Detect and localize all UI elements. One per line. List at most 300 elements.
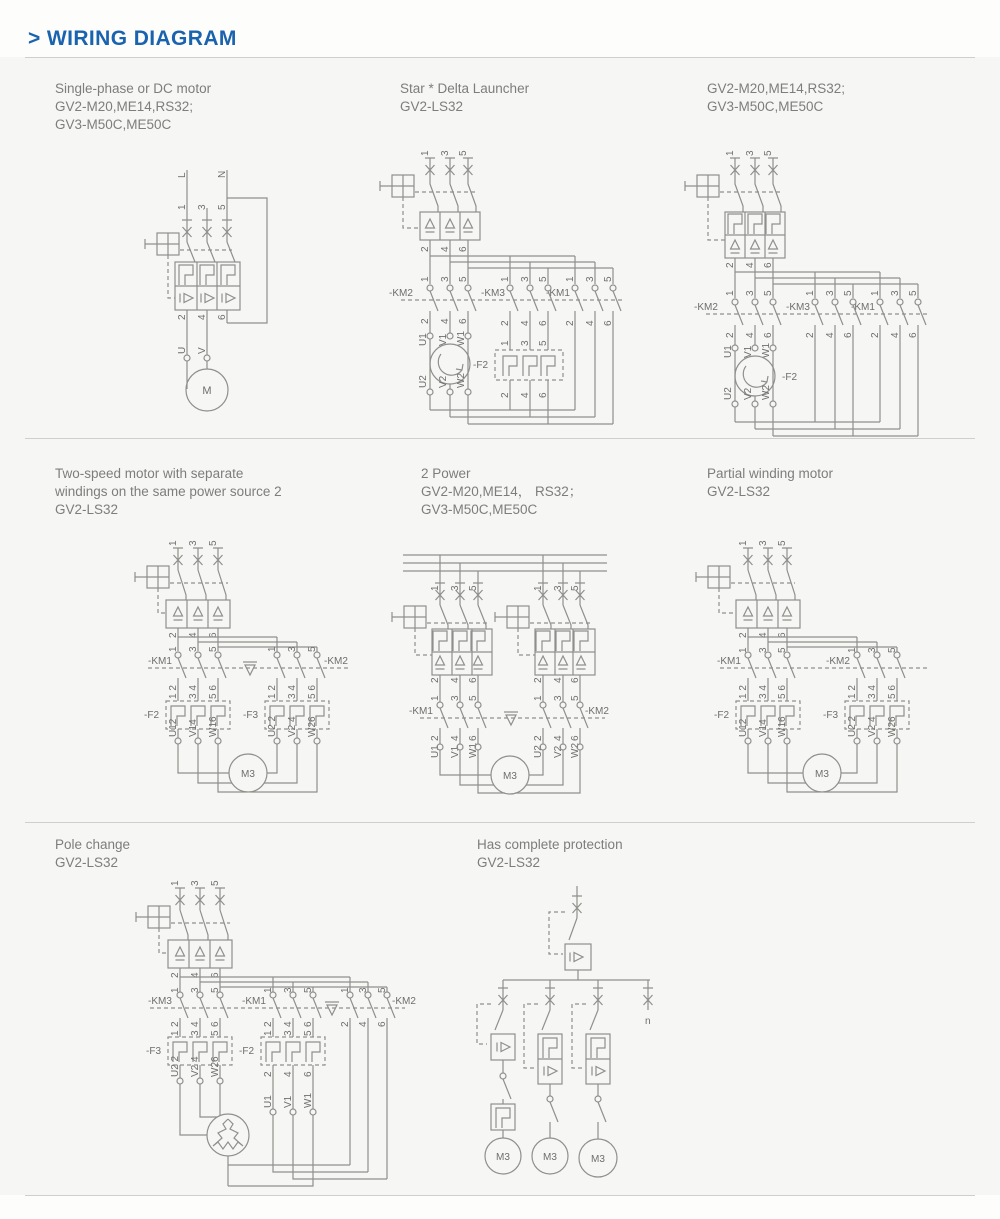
label: 3 [745, 290, 756, 296]
magnetic-trip-icon [559, 656, 568, 669]
branch-3 [572, 1004, 617, 1177]
label: 1 [500, 340, 511, 346]
label-U12: U12 [738, 718, 749, 737]
label-4: 4 [197, 314, 208, 320]
label-2: 2 [420, 246, 431, 252]
breaker-unit [136, 880, 232, 992]
label: 1 [725, 290, 736, 296]
label-5: 5 [210, 880, 221, 886]
label-1: 1 [420, 150, 431, 156]
label: 2 [340, 1021, 351, 1027]
label-1: 1 [533, 585, 544, 591]
magnetic-trip-icon [464, 219, 473, 232]
label: 4 [190, 1021, 201, 1027]
operator-icon [135, 566, 169, 588]
overload-label-f2: -F2 [239, 1046, 254, 1057]
magnetic-trip-icon [592, 1067, 605, 1076]
label: 6 [908, 332, 919, 338]
label: 1 [263, 987, 274, 993]
branch-2 [524, 1004, 568, 1174]
motor [177, 347, 228, 411]
label: 1 [170, 1030, 181, 1036]
label-W2: W2 [456, 373, 467, 388]
panel-title-partial-winding: Partial winding motor GV2-LS32 [707, 466, 834, 500]
label-n: n [645, 1016, 651, 1027]
label: 3 [553, 695, 564, 701]
label: 4 [585, 320, 596, 326]
label-W2: W2 [570, 743, 581, 758]
label-U12: U12 [168, 718, 179, 737]
label-V24: V2 4 [867, 716, 878, 737]
label: 5 [210, 987, 221, 993]
label: 5 [458, 276, 469, 282]
label-V2: V2 [438, 375, 449, 388]
label: 5 [570, 695, 581, 701]
label: 3 [358, 987, 369, 993]
label: 2 [263, 1071, 274, 1077]
contactors [409, 695, 609, 744]
label: 3 [450, 695, 461, 701]
label-1: 1 [168, 540, 179, 546]
label-U22: U2 2 [267, 715, 278, 737]
label-pair: 3 4 [758, 685, 769, 699]
overload-label-f2: -F2 [473, 360, 488, 371]
label-U2: U2 [418, 375, 429, 388]
thermal-element-icon [221, 265, 235, 285]
label-pair: 3 4 [867, 685, 878, 699]
label-L: L [177, 172, 188, 178]
divider-top [25, 57, 975, 58]
magnetic-trip-icon [214, 607, 223, 620]
label: 5 [908, 290, 919, 296]
label: 2 [420, 318, 431, 324]
motor-label: M3 [543, 1152, 557, 1163]
label: 3 [890, 290, 901, 296]
magnetic-trip-icon [539, 656, 548, 669]
contactors [148, 987, 416, 1037]
label-W26: W26 [210, 1056, 221, 1077]
label-U1: U1 [723, 345, 734, 358]
label-1: 1 [177, 204, 188, 210]
label: 1 [847, 647, 858, 653]
label: 2 [725, 332, 736, 338]
label-3: 3 [450, 585, 461, 591]
label: 1 [805, 290, 816, 296]
label: 1 [170, 987, 181, 993]
thermal-element-icon [541, 356, 555, 376]
diagram-complete-protection [465, 868, 705, 1198]
label-N: N [217, 170, 228, 178]
label: 4 [520, 320, 531, 326]
contactor-label-km2: -KM2 [585, 706, 609, 717]
label-pair: 1 2 [168, 685, 179, 699]
magnetic-trip-icon [474, 656, 483, 669]
label: 3 [188, 646, 199, 652]
operator-icon [685, 175, 719, 197]
label: 1 [168, 646, 179, 652]
label-1: 1 [430, 585, 441, 591]
thermal-element-icon [536, 631, 550, 651]
thermal-element-icon [286, 1042, 300, 1062]
label-U22: U2 2 [170, 1055, 181, 1077]
bottom-rails [735, 325, 918, 436]
magnetic-trip-icon [426, 219, 435, 232]
label-2: 2 [177, 314, 188, 320]
label-pair: 5 6 [307, 685, 318, 699]
label-1: 1 [738, 540, 749, 546]
contactor-label-km1: -KM1 [851, 302, 875, 313]
magnetic-trip-icon [731, 240, 740, 253]
breaker-unit [145, 204, 240, 355]
panel-title-complete-protection: Has complete protection GV2-LS32 [477, 837, 623, 871]
breaker-unit [696, 540, 800, 651]
label-pair: 3 4 [287, 685, 298, 699]
label: 2 [565, 320, 576, 326]
diagram-two-speed [120, 525, 410, 825]
label-5: 5 [217, 204, 228, 210]
magnetic-trip-icon [216, 947, 225, 960]
label: 4 [283, 1071, 294, 1077]
contactor-label-km2: -KM2 [392, 996, 416, 1007]
bus-lines [403, 555, 607, 583]
label-5: 5 [458, 150, 469, 156]
label-V1: V1 [438, 333, 449, 346]
label-1: 1 [170, 880, 181, 886]
label: 3 [520, 340, 531, 346]
breaker-unit [380, 150, 480, 284]
label-4: 4 [440, 246, 451, 252]
label-pair: 5 6 [887, 685, 898, 699]
panel-title-two-power: 2 Power GV2-M20,ME14， RS32； GV3-M50C,ME50C [421, 466, 583, 518]
diagram-pole-change [120, 865, 430, 1195]
contactor-label-km1: -KM1 [717, 656, 741, 667]
thermal-element-icon [766, 214, 780, 234]
label: 5 [307, 646, 318, 652]
label-6: 6 [458, 246, 469, 252]
contact-poles [427, 285, 621, 311]
overload-label-f3: -F3 [146, 1046, 161, 1057]
label: 1 [500, 276, 511, 282]
label: 4 [520, 392, 531, 398]
label-pair: 1 2 [738, 685, 749, 699]
label: 1 [738, 647, 749, 653]
label: 1 [870, 290, 881, 296]
label-W1: W1 [468, 743, 479, 758]
label: 6 [303, 1021, 314, 1027]
magnetic-trip-icon [764, 607, 773, 620]
magnetic-trip-icon [783, 607, 792, 620]
label: 3 [825, 290, 836, 296]
diagram-star-delta [385, 140, 685, 440]
diagram-single-phase [120, 150, 300, 430]
contactor-label-km2: -KM2 [826, 656, 850, 667]
magnetic-trip-icon [436, 656, 445, 669]
label-4: 4 [758, 632, 769, 638]
label: 6 [538, 392, 549, 398]
label-3: 3 [197, 204, 208, 210]
breaker-unit [135, 540, 230, 651]
label: 3 [190, 987, 201, 993]
label: 1 [420, 276, 431, 282]
thermal-element-icon [306, 1042, 320, 1062]
label: 1 [430, 695, 441, 701]
label: 5 [763, 290, 774, 296]
motor [430, 743, 583, 794]
label-V24: V2 4 [190, 1056, 201, 1077]
label-4: 4 [450, 677, 461, 683]
contactor-label-km2: -KM2 [694, 302, 718, 313]
label-V: V [197, 347, 208, 354]
motor-label: M [202, 385, 212, 397]
label-4: 4 [745, 262, 756, 268]
label: 6 [303, 1071, 314, 1077]
thermal-element-icon [574, 631, 588, 651]
label: 4 [890, 332, 901, 338]
motor-label: M3 [241, 769, 255, 780]
contactors [148, 646, 350, 701]
thermal-element-icon [728, 214, 742, 234]
label-W1: W1 [761, 343, 772, 358]
label: 5 [208, 646, 219, 652]
magnetic-trip-icon [196, 947, 205, 960]
motor [168, 715, 320, 792]
thermal-element-icon [496, 1108, 510, 1128]
label-pair: 3 4 [188, 685, 199, 699]
magnetic-trip-icon [577, 656, 586, 669]
motor [738, 715, 900, 792]
label: 1 [533, 695, 544, 701]
label-5: 5 [468, 585, 479, 591]
label-6: 6 [777, 632, 788, 638]
label: 4 [553, 735, 564, 741]
label: 2 [500, 320, 511, 326]
label-W16: W16 [777, 716, 788, 737]
thermal-element-icon [266, 1042, 280, 1062]
label: 1 [340, 987, 351, 993]
motor-label: M3 [496, 1152, 510, 1163]
magnetic-trip-icon [456, 656, 465, 669]
label-V14: V14 [758, 719, 769, 737]
operator-icon [145, 233, 179, 255]
thermal-element-icon [433, 631, 447, 651]
label-U1: U1 [418, 333, 429, 346]
rotation-arrow-icon [743, 366, 768, 387]
label: 6 [377, 1021, 388, 1027]
rotation-arrow-icon [438, 354, 463, 375]
contactor-label-km1: -KM1 [546, 288, 570, 299]
label: 3 [758, 647, 769, 653]
magnetic-trip-icon [751, 240, 760, 253]
label-V2: V2 [743, 387, 754, 400]
label-W26: W26 [307, 716, 318, 737]
label: 6 [570, 735, 581, 741]
label: 3 [867, 647, 878, 653]
label: 2 [263, 1021, 274, 1027]
label: 3 [190, 1030, 201, 1036]
contactor-label-km1: -KM1 [148, 656, 172, 667]
operator-icon [136, 906, 170, 928]
label-6: 6 [217, 314, 228, 320]
overload-relay-f2 [239, 1030, 325, 1115]
label-U1: U1 [263, 1095, 274, 1108]
overload-relay-f3 [146, 1030, 232, 1084]
contactor-label-km1: -KM1 [409, 706, 433, 717]
label-5: 5 [208, 540, 219, 546]
contactor-label-km3: -KM3 [786, 302, 810, 313]
motor-label: M3 [503, 771, 517, 782]
magnetic-trip-icon [570, 953, 583, 962]
magnetic-trip-icon [446, 219, 455, 232]
label: 3 [283, 1030, 294, 1036]
label-pair: 5 6 [777, 685, 788, 699]
label: 5 [468, 695, 479, 701]
thermal-element-icon [523, 356, 537, 376]
overload-relay-f2 [473, 311, 563, 398]
label: 2 [533, 735, 544, 741]
label: 3 [283, 987, 294, 993]
label: 6 [210, 1021, 221, 1027]
label-2: 2 [430, 677, 441, 683]
thermal-element-icon [556, 631, 570, 651]
label-2: 2 [168, 632, 179, 638]
label-V2: V2 [553, 745, 564, 758]
thermal-element-icon [748, 214, 762, 234]
label: 1 [565, 276, 576, 282]
label-V1: V1 [743, 345, 754, 358]
contactors [694, 290, 930, 338]
label-6: 6 [210, 972, 221, 978]
label: 4 [825, 332, 836, 338]
label: 2 [430, 735, 441, 741]
breaker-unit-right [495, 583, 595, 702]
label-V1: V1 [450, 745, 461, 758]
label-3: 3 [553, 585, 564, 591]
breaker-unit-left [392, 583, 492, 702]
thermal-element-icon [453, 631, 467, 651]
label: 5 [538, 276, 549, 282]
label: 5 [303, 1030, 314, 1036]
label-2: 2 [533, 677, 544, 683]
label: 2 [805, 332, 816, 338]
label: 2 [500, 392, 511, 398]
magnetic-trip-icon [180, 294, 193, 303]
label-pair: 1 2 [847, 685, 858, 699]
label-3: 3 [758, 540, 769, 546]
label-W1: W1 [303, 1093, 314, 1108]
label: 6 [763, 332, 774, 338]
label-2: 2 [170, 972, 181, 978]
overload-label-f3: -F3 [243, 710, 258, 721]
label: 2 [870, 332, 881, 338]
label-W2: W2 [761, 385, 772, 400]
label-U22: U2 2 [847, 715, 858, 737]
label: 2 [170, 1021, 181, 1027]
label-V24: V2 4 [287, 716, 298, 737]
label-2: 2 [725, 262, 736, 268]
operator-icon [380, 175, 414, 197]
label-4: 4 [190, 972, 201, 978]
overload-label-f3: -F3 [823, 710, 838, 721]
thermal-element-icon [471, 631, 485, 651]
delta-winding-icon [213, 1119, 243, 1149]
label: 5 [210, 1030, 221, 1036]
label: 4 [358, 1021, 369, 1027]
label-W1: W1 [456, 331, 467, 346]
branch-1 [477, 1004, 521, 1174]
label: 5 [303, 987, 314, 993]
overload-label-f2: -F2 [144, 710, 159, 721]
label: 4 [745, 332, 756, 338]
contactors [717, 647, 930, 701]
motor-label: M3 [591, 1154, 605, 1165]
label: 3 [440, 276, 451, 282]
contactor-label-km3: -KM3 [481, 288, 505, 299]
magnetic-trip-icon [222, 294, 235, 303]
thermal-element-icon [179, 265, 193, 285]
label-W16: W16 [208, 716, 219, 737]
label: 6 [538, 320, 549, 326]
contactor-label-km3: -KM3 [148, 996, 172, 1007]
label-U1: U1 [430, 745, 441, 758]
label-3: 3 [745, 150, 756, 156]
label: 6 [458, 318, 469, 324]
label-3: 3 [190, 880, 201, 886]
label-3: 3 [440, 150, 451, 156]
breaker-unit [685, 150, 785, 298]
label-2: 2 [738, 632, 749, 638]
panel-title-single-phase: Single-phase or DC motor GV2-M20,ME14,RS32; GV3-M50C,ME50C [55, 81, 212, 133]
label-6: 6 [763, 262, 774, 268]
magnetic-trip-icon [176, 947, 185, 960]
label: 5 [377, 987, 388, 993]
magnetic-trip-icon [201, 294, 214, 303]
label-6: 6 [468, 677, 479, 683]
label-3: 3 [188, 540, 199, 546]
diagram-partial-winding [695, 525, 980, 825]
label: 4 [450, 735, 461, 741]
label: 3 [585, 276, 596, 282]
label: 5 [603, 276, 614, 282]
label-U: U [177, 346, 188, 354]
magnetic-trip-icon [744, 607, 753, 620]
label: 1 [263, 1030, 274, 1036]
label-pair: 5 6 [208, 685, 219, 699]
contactor-label-km2: -KM2 [324, 656, 348, 667]
main-breaker [503, 886, 650, 980]
overload-label-f2: -F2 [714, 710, 729, 721]
magnetic-trip-icon [194, 607, 203, 620]
label: 6 [468, 735, 479, 741]
thermal-element-icon [591, 1038, 605, 1058]
magnetic-trip-icon [497, 1043, 510, 1052]
label-4: 4 [553, 677, 564, 683]
label: 3 [520, 276, 531, 282]
label: 1 [267, 646, 278, 652]
label-5: 5 [763, 150, 774, 156]
overload-label-f2: -F2 [782, 372, 797, 383]
magnetic-trip-icon [174, 607, 183, 620]
panel-title-pole-change: Pole change GV2-LS32 [55, 837, 131, 871]
label-U2: U2 [533, 745, 544, 758]
thermal-element-icon [543, 1038, 557, 1058]
label-pair: 1 2 [267, 685, 278, 699]
bottom-rails [430, 311, 613, 424]
label-U2: U2 [723, 387, 734, 400]
label: 6 [603, 320, 614, 326]
label-1: 1 [725, 150, 736, 156]
contactor-label-km2: -KM2 [389, 288, 413, 299]
contactor-label-km1: -KM1 [242, 996, 266, 1007]
